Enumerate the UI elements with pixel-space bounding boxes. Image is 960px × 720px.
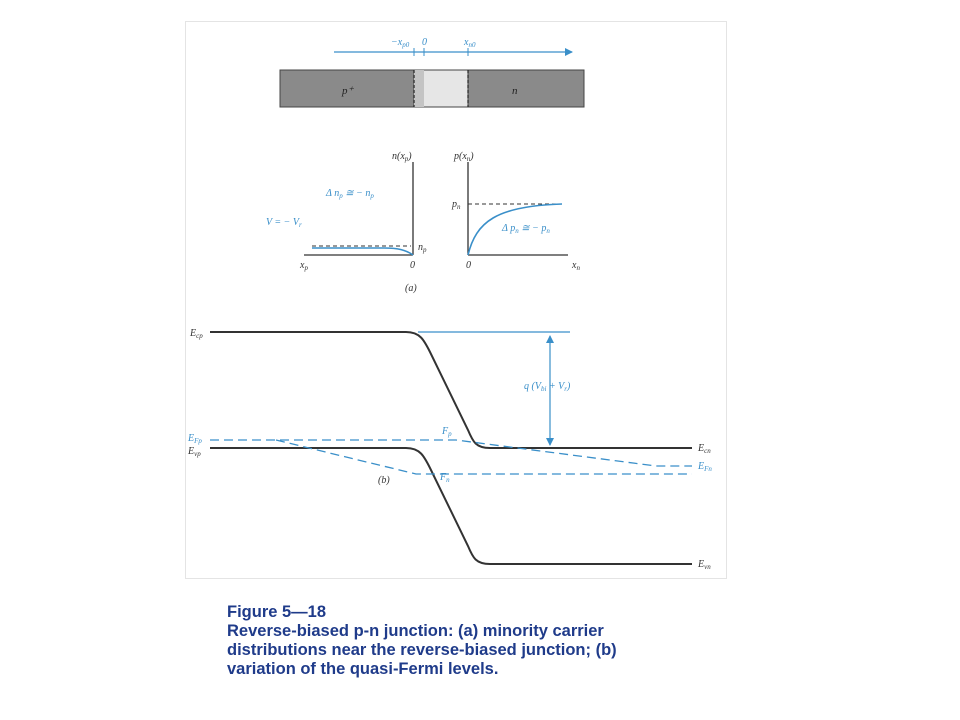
evp-label: $E_{vp}$	[188, 446, 201, 458]
caption-title: Figure 5—18	[227, 603, 327, 621]
delta-pn-label: Δ $p_n$ ≅ − $p_n$	[502, 223, 550, 235]
efn-label: $E_{Fn}$	[698, 461, 712, 473]
efp-label: $E_{Fp}$	[188, 433, 202, 445]
pn-label: $p_n$	[452, 199, 461, 211]
delta-np-label: Δ $n_p$ ≅ − $n_p$	[326, 188, 374, 200]
caption-line: distributions near the reverse-biased junction; (b)	[227, 641, 617, 659]
evn-label: $E_{vn}$	[698, 559, 711, 571]
barrier-height-label: q $(V_{bi} + V_r)$	[524, 381, 571, 393]
p-plus-label: p⁺	[342, 85, 354, 97]
caption-line: variation of the quasi-Fermi levels.	[227, 660, 499, 678]
label-minus-xp0: $-x_{p0}$	[391, 37, 410, 49]
np-label: $n_p$	[418, 242, 427, 254]
ecp-label: $E_{cp}$	[190, 328, 203, 340]
depletion-shade	[414, 70, 424, 107]
n-xp-ylabel: $n(x_p)$	[392, 151, 412, 163]
figure-panel	[186, 22, 726, 578]
right-zero-label: 0	[466, 260, 471, 271]
panel-a-label: (a)	[405, 283, 417, 294]
figure-caption	[227, 603, 827, 679]
hole-quasi-fermi-level	[276, 440, 692, 474]
fn-label: $F_n$	[440, 472, 450, 484]
panel-b-label: (b)	[378, 475, 390, 486]
n-region	[468, 70, 584, 107]
left-zero-label: 0	[410, 260, 415, 271]
xp-axis-label: $x_p$	[300, 260, 308, 272]
caption-line: Reverse-biased p-n junction: (a) minority carrier	[227, 622, 604, 640]
n-label: n	[512, 85, 518, 97]
xn-axis-label: $x_n$	[572, 260, 580, 272]
electron-quasi-fermi-level	[210, 440, 692, 466]
fp-label: $F_p$	[442, 426, 452, 438]
label-xn0: $x_{n0}$	[464, 37, 476, 49]
p-xn-ylabel: $p(x_n)$	[454, 151, 474, 163]
junction-diagram	[186, 22, 726, 578]
ecn-label: $E_{cn}$	[698, 443, 711, 455]
label-zero-top: 0	[422, 37, 427, 48]
valence-band	[210, 448, 692, 564]
reverse-voltage-label: V = − $V_r$	[266, 217, 302, 229]
np-curve	[312, 248, 413, 255]
